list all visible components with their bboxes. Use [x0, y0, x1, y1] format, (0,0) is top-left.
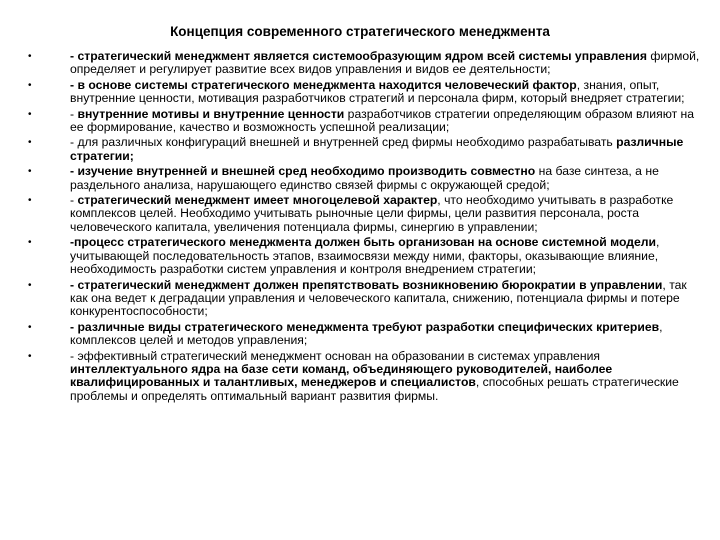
- bullet-list: [28, 50, 700, 403]
- bold-text: стратегический менеджмент имеет многоцелевой характер: [77, 193, 438, 208]
- list-item: [28, 279, 700, 319]
- text: -: [70, 193, 78, 208]
- list-item: [28, 136, 700, 163]
- list-item: [28, 236, 700, 276]
- text: фирмой, определяет и регулирует развитие всех видов управления и видов ее деятельности;: [70, 49, 700, 77]
- list-item: [28, 321, 700, 348]
- text: на базе синтеза, а не раздельного анализа, нарушающего единство связей фирмы с окружающей средой;: [70, 164, 659, 192]
- bold-text: - стратегический менеджмент должен препятствовать возникновению бюрократии в управлении: [70, 277, 663, 292]
- text: , так как она ведет к деградации управления и человеческого капитала, снижению, потенциала фирмы и потере конкурентоспособности;: [70, 277, 687, 319]
- list-item: [28, 50, 700, 77]
- bold-text: - в основе системы стратегического менеджмента находится человеческий фактор: [70, 77, 577, 92]
- text: , способных решать стратегические проблемы и определять оптимальный вариант развития фирмы.: [70, 375, 679, 403]
- bold-text: внутренние мотивы и внутренние ценности: [77, 106, 345, 121]
- text: , учитывающей последовательность этапов, взаимосвязи между ними, факторы, оказывающие влияние, необходимость разработки систем управления и контроля внедрением стратегии;: [70, 235, 660, 277]
- bold-text: -процесс стратегического менеджмента должен быть организован на основе системной модели: [70, 235, 657, 250]
- list-item: [28, 194, 700, 234]
- text: , комплексов целей и методов управления;: [70, 319, 663, 348]
- bold-text: интеллектуального ядра на базе сети команд, объединяющего руководителей, наиболее квалифицированных и талантливых, менеджеров и специалистов: [70, 361, 613, 390]
- bold-text: - изучение внутренней и внешней сред необходимо производить совместно: [70, 164, 536, 179]
- bullet-icon: •: [28, 279, 32, 291]
- bullet-icon: •: [28, 321, 32, 333]
- text: разработчиков стратегии определяющим образом влияют на ее формирование, качество и возможность успешной реализации;: [70, 106, 695, 135]
- list-item: [28, 79, 700, 106]
- slide-title: Концепция современного стратегического менеджмента: [170, 24, 550, 39]
- bullet-icon: •: [28, 137, 32, 149]
- bullet-icon: •: [28, 350, 32, 362]
- bullet-icon: •: [28, 51, 32, 62]
- text: , знания, опыт, внутренние ценности, мотивация разработчиков стратегий и персонала фирм, который внедряет стратегии;: [70, 77, 685, 106]
- bullet-icon: •: [28, 79, 32, 91]
- bullet-icon: •: [28, 108, 32, 120]
- bold-text: - стратегический менеджмент является системообразующим ядром всей системы управления: [70, 49, 647, 63]
- list-item: [28, 108, 700, 135]
- list-item: [28, 165, 700, 192]
- text: , что необходимо учитывать в разработке комплексов целей. Необходимо учитывать рыночные цели фирмы, цели развития персонала, роста человеческого капитала, увеличения потенциала фирмы, синергию в управлении;: [70, 193, 674, 234]
- text: - эффективный стратегический менеджмент основан на образовании в системах управления: [70, 348, 600, 363]
- text: -: [70, 106, 78, 121]
- list-item: [28, 350, 700, 404]
- bullet-icon: •: [28, 166, 32, 178]
- bold-text: различные стратегии;: [70, 135, 684, 163]
- bold-text: - различные виды стратегического менеджмента требуют разработки специфических критериев: [70, 319, 660, 334]
- bullet-icon: •: [28, 237, 32, 249]
- text: - для различных конфигураций внешней и внутренней сред фирмы необходимо разрабатывать: [70, 135, 617, 150]
- bullet-icon: •: [28, 195, 32, 207]
